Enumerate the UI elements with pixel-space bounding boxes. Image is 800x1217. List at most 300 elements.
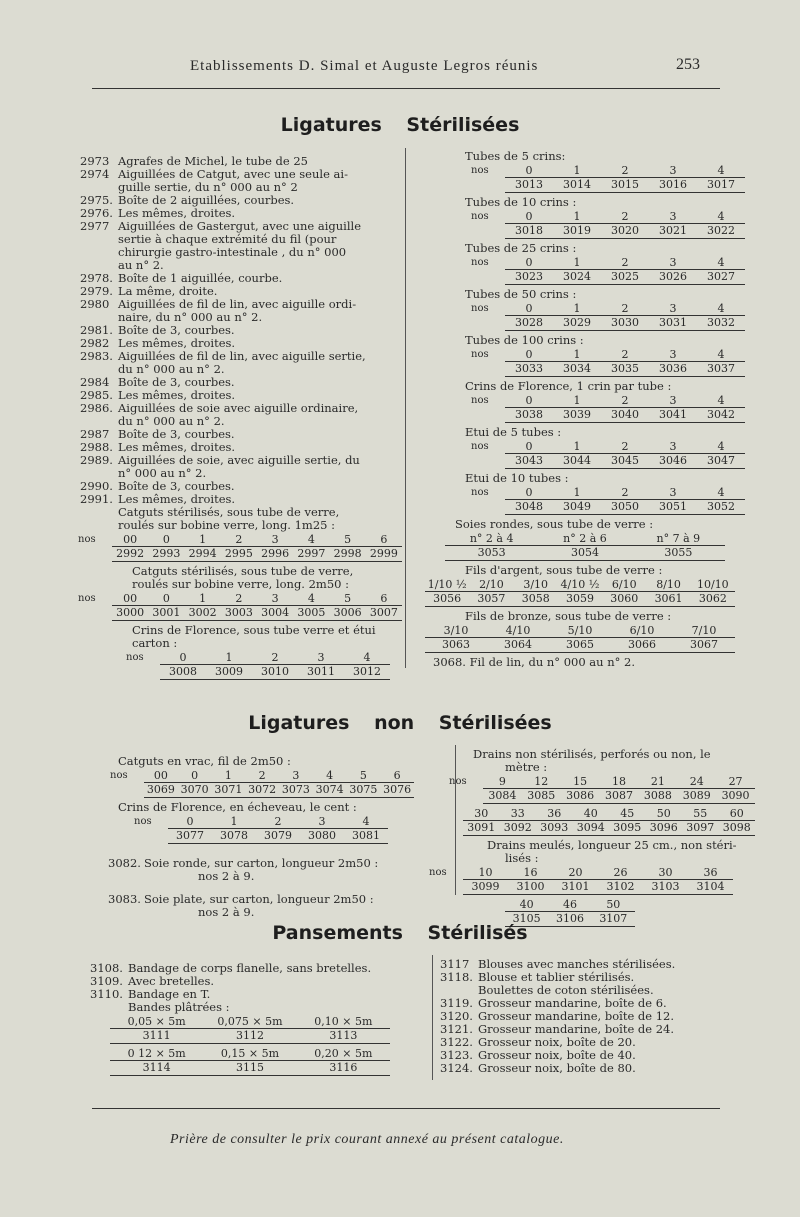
table-header-cell: 1 (225, 651, 233, 664)
item-number: 2979. (80, 284, 113, 298)
item-text: chirurgie gastro-intestinale , du n° 000 (118, 245, 347, 259)
text-line (425, 288, 745, 301)
table-cell: 3077 (176, 829, 204, 842)
number-table (108, 815, 448, 844)
table-header-cell: 4 (326, 769, 334, 782)
table-header-row (425, 624, 735, 638)
table-cell: 3094 (576, 821, 605, 834)
table-cell: 3045 (611, 454, 639, 467)
item-text: Les mêmes, droites. (118, 206, 236, 220)
table-cell: 2992 (116, 547, 145, 560)
item-text: Les mêmes, droites. (118, 440, 236, 454)
item-number: 2987 (80, 427, 110, 441)
table-cell: 3084 (488, 789, 517, 802)
table-header-cell: 3 (317, 651, 325, 664)
number-table (90, 1015, 420, 1044)
table-header-cell: 4 (717, 210, 725, 223)
table-cell: 3026 (659, 270, 687, 283)
item-text: Agrafes de Michel, le tube de 25 (118, 154, 309, 168)
table-header-row (483, 775, 755, 789)
table-header-cell: 2 (621, 394, 629, 407)
table-header-cell: 3/10 (443, 624, 469, 637)
table-row-label: nos (471, 257, 489, 268)
column-divider (405, 148, 406, 668)
table-cell: 3101 (561, 880, 590, 893)
text-content: Soies rondes, sous tube de verre : (455, 517, 654, 531)
table-header-cell: 30 (658, 866, 673, 879)
text-line (425, 196, 745, 209)
item-number: 3117 (440, 957, 470, 971)
item-number: 3110. (90, 987, 123, 1001)
text-content: nos 2 à 9. (198, 869, 255, 883)
item-text: Aiguillées de fil de lin, avec aiguille ordi- (118, 297, 357, 311)
table-header-cell: 6 (393, 769, 401, 782)
table-cell: 3081 (352, 829, 380, 842)
table-cell: 3105 (512, 912, 541, 925)
table-row (112, 547, 402, 562)
table-row-label: nos (471, 349, 489, 360)
table-header-cell: 1 (573, 302, 581, 315)
item-text: Boîte de 3, courbes. (118, 427, 235, 441)
table-cell: 3106 (555, 912, 584, 925)
table-cell: 3001 (152, 606, 181, 619)
text-line (455, 852, 755, 865)
item-text: Grosseur noix, boîte de 40. (478, 1048, 636, 1062)
item-text: Grosseur mandarine, boîte de 12. (478, 1009, 675, 1023)
table-cell: 3087 (604, 789, 633, 802)
table-header-cell: 00 (123, 592, 138, 605)
table-header-cell: 1 (573, 164, 581, 177)
table-header-row (505, 164, 745, 178)
table-cell: 3085 (527, 789, 556, 802)
item-number: 2990. (80, 479, 113, 493)
item-text: sertie à chaque extrémité du fil (pour (118, 232, 337, 246)
text-content: Tubes de 5 crins: (465, 149, 566, 163)
table-header-cell: 6 (380, 533, 388, 546)
table-header-cell: 0 (186, 815, 194, 828)
table-header-cell: 5 (344, 533, 352, 546)
table-cell: 3059 (565, 592, 594, 605)
table-header-cell: 16 (523, 866, 538, 879)
ligatures-sterilisees-left-column (80, 155, 400, 683)
table-row-label: nos (471, 441, 489, 452)
table-cell: 3113 (329, 1029, 358, 1042)
table-cell: 3060 (610, 592, 639, 605)
table-cell: 3056 (433, 592, 462, 605)
table-cell: 3064 (504, 638, 532, 651)
table-cell: 3023 (515, 270, 543, 283)
item-number: 2986. (80, 401, 113, 415)
text-line (425, 334, 745, 347)
table-row-label: nos (126, 652, 144, 663)
table-cell: 3037 (707, 362, 735, 375)
table-header-cell: 9 (498, 775, 506, 788)
table-cell: 3003 (224, 606, 253, 619)
item-text: Aiguillées de Gastergut, avec une aiguille (118, 219, 362, 233)
table-header-cell: 0,075 × 5m (217, 1015, 283, 1028)
table-header-cell: 1 (573, 486, 581, 499)
ligatures-non-sterilisees-left-column (108, 755, 448, 919)
number-table (425, 440, 745, 469)
table-cell: 3089 (682, 789, 711, 802)
item-text: Blouse et tablier stérilisés. (478, 970, 635, 984)
number-table (455, 807, 755, 836)
table-header-row (463, 866, 733, 880)
table-header-row (505, 348, 745, 362)
table-header-cell: 8/10 (656, 578, 681, 591)
item-number: 2973 (80, 154, 110, 168)
table-cell: 3086 (566, 789, 595, 802)
text-content: lisés : (505, 851, 539, 865)
table-cell: 3010 (261, 665, 289, 678)
text-content: Tubes de 25 crins : (465, 241, 577, 255)
table-header-cell: 6 (380, 592, 388, 605)
table-cell: 3104 (696, 880, 725, 893)
table-cell: 3040 (611, 408, 639, 421)
item-text: Boîte de 3, courbes. (118, 323, 235, 337)
table-header-row (160, 651, 390, 665)
table-row-label: nos (110, 770, 128, 781)
table-cell: 3092 (503, 821, 532, 834)
table-cell: 3021 (659, 224, 687, 237)
page-number: 253 (676, 56, 700, 73)
table-cell: 3004 (261, 606, 290, 619)
table-cell: 3111 (142, 1029, 171, 1042)
table-header-cell: 0 (525, 256, 533, 269)
table-header-cell: 0 (191, 769, 199, 782)
table-cell: 3024 (563, 270, 591, 283)
text-content: Etui de 5 tubes : (465, 425, 562, 439)
table-cell: 3080 (308, 829, 336, 842)
text-content: Tubes de 50 crins : (465, 287, 577, 301)
item-text: Les mêmes, droites. (118, 336, 236, 350)
table-header-cell: 0 (525, 440, 533, 453)
table-cell: 3039 (563, 408, 591, 421)
table-row (110, 1029, 390, 1044)
table-header-cell: 2 (621, 348, 629, 361)
item-number: 3119. (440, 996, 473, 1010)
table-row (168, 829, 388, 844)
table-row (505, 270, 745, 285)
table-header-cell: 3 (669, 256, 677, 269)
item-text: du n° 000 au n° 2. (118, 414, 225, 428)
text-line (108, 755, 448, 768)
table-cell: 3066 (628, 638, 656, 651)
table-header-cell: 4 (307, 592, 315, 605)
table-header-cell: n° 2 à 6 (563, 532, 607, 545)
item-text: Grosseur noix, boîte de 80. (478, 1061, 636, 1075)
table-header-cell: 0 (179, 651, 187, 664)
table-header-cell: 3 (318, 815, 326, 828)
table-header-cell: 1 (199, 592, 207, 605)
table-cell: 3062 (698, 592, 727, 605)
table-header-cell: 6/10 (611, 578, 637, 591)
table-header-cell: 3 (292, 769, 300, 782)
text-content: Catguts stérilisés, sous tube de verre, (132, 564, 354, 578)
table-row (505, 500, 745, 515)
table-header-cell: 40 (519, 898, 534, 911)
text-line (425, 380, 745, 393)
table-cell: 3076 (383, 783, 412, 796)
item-text: Avec bretelles. (128, 974, 215, 988)
pansements-right-column (440, 958, 760, 1075)
number-table (80, 592, 400, 621)
table-header-cell: 21 (650, 775, 665, 788)
table-cell: 3115 (235, 1061, 264, 1074)
text-line (425, 150, 745, 163)
table-cell: 3067 (690, 638, 718, 651)
table-header-cell: 0 (525, 302, 533, 315)
item-text: La même, droite. (118, 284, 218, 298)
item-text: Boîte de 3, courbes. (118, 479, 235, 493)
table-cell: 3005 (297, 606, 326, 619)
text-content: Tubes de 10 crins : (465, 195, 577, 209)
table-header-cell: 0 (162, 592, 170, 605)
item-text: Blouses avec manches stérilisées. (478, 957, 676, 971)
table-cell: 3058 (521, 592, 550, 605)
table-row-label: nos (471, 211, 489, 222)
table-cell: 3002 (188, 606, 217, 619)
list-item (108, 857, 448, 870)
table-header-cell: 30 (474, 807, 489, 820)
table-header-cell: 1 (573, 256, 581, 269)
item-text: Soie plate, sur carton, longueur 2m50 : (144, 892, 374, 906)
table-cell: 3006 (333, 606, 362, 619)
item-text: du n° 000 au n° 2. (118, 362, 225, 376)
table-cell: 2995 (224, 547, 253, 560)
table-cell: 3032 (707, 316, 735, 329)
table-cell: 3049 (563, 500, 591, 513)
text-line (425, 472, 745, 485)
table-cell: 2998 (333, 547, 362, 560)
item-number: 3120. (440, 1009, 473, 1023)
table-header-cell: 00 (153, 769, 168, 782)
item-number: 2981. (80, 323, 113, 337)
table-cell: 3044 (563, 454, 591, 467)
table-header-row (112, 592, 402, 606)
table-cell: 3034 (563, 362, 591, 375)
section-title-pansements-sterilises: Pansements Stérilisés (272, 922, 528, 944)
number-table (425, 394, 745, 423)
number-table (80, 651, 400, 680)
text-line (108, 906, 448, 919)
table-row (505, 316, 745, 331)
table-cell: 3047 (707, 454, 735, 467)
table-header-row (505, 440, 745, 454)
item-text: guille sertie, du n° 000 au n° 2 (118, 180, 298, 194)
table-header-cell: 4 (717, 348, 725, 361)
footer-note: Prière de consulter le prix courant annexé au présent catalogue. (170, 1132, 564, 1147)
table-cell: 3031 (659, 316, 687, 329)
item-number: 3083. (108, 892, 141, 906)
table-cell: 3102 (606, 880, 635, 893)
item-number: 3123. (440, 1048, 473, 1062)
section-title-ligatures-sterilisees: Ligatures Stérilisées (280, 114, 520, 136)
table-header-cell: 1 (573, 210, 581, 223)
text-content: 3068. Fil de lin, du n° 000 au n° 2. (433, 655, 636, 669)
table-cell: 3079 (264, 829, 292, 842)
number-table (425, 210, 745, 239)
table-header-cell: 1 (573, 440, 581, 453)
table-header-row (445, 532, 725, 546)
table-cell: 3078 (220, 829, 248, 842)
table-row (505, 362, 745, 377)
table-header-cell: 12 (534, 775, 549, 788)
table-cell: 3018 (515, 224, 543, 237)
item-text: Aiguillées de Catgut, avec une seule ai- (118, 167, 348, 181)
number-table (425, 624, 745, 653)
table-cell: 3043 (515, 454, 543, 467)
table-header-cell: 3 (669, 394, 677, 407)
table-header-cell: 45 (620, 807, 635, 820)
item-number: 2984 (80, 375, 110, 389)
table-header-cell: 2 (271, 651, 279, 664)
table-cell: 3061 (654, 592, 683, 605)
table-cell: 3025 (611, 270, 639, 283)
table-header-cell: 18 (611, 775, 626, 788)
table-cell: 3000 (116, 606, 145, 619)
table-cell: 3020 (611, 224, 639, 237)
item-text: Grosseur mandarine, boîte de 6. (478, 996, 667, 1010)
table-header-cell: 4 (717, 302, 725, 315)
table-row (505, 224, 745, 239)
table-cell: 3075 (349, 783, 378, 796)
table-cell: 3038 (515, 408, 543, 421)
table-header-row (168, 815, 388, 829)
item-number: 2988. (80, 440, 113, 454)
item-number: 3121. (440, 1022, 473, 1036)
table-header-cell: 36 (703, 866, 718, 879)
table-cell: 3029 (563, 316, 591, 329)
table-cell: 3055 (664, 546, 693, 559)
item-number: 3122. (440, 1035, 473, 1049)
table-cell: 3091 (467, 821, 496, 834)
table-header-row (110, 1015, 390, 1029)
item-text: Boulettes de coton stérilisées. (478, 983, 654, 997)
text-line (80, 637, 400, 650)
table-header-cell: 7/10 (691, 624, 717, 637)
table-header-cell: 0,20 × 5m (314, 1047, 373, 1060)
item-number: 3082. (108, 856, 141, 870)
table-row (425, 592, 735, 607)
table-cell: 3008 (169, 665, 197, 678)
text-content: Bandes plâtrées : (128, 1000, 230, 1014)
ligatures-non-sterilisees-right-column (429, 747, 755, 930)
table-header-row (505, 394, 745, 408)
text-line (455, 839, 755, 852)
number-table (425, 532, 745, 561)
text-line (80, 578, 400, 591)
table-header-cell: 20 (568, 866, 583, 879)
table-cell: 3107 (599, 912, 628, 925)
item-text: Catguts stérilisés, sous tube de verre, (118, 505, 340, 519)
table-cell: 3016 (659, 178, 687, 191)
table-cell: 3099 (471, 880, 500, 893)
table-cell: 3103 (651, 880, 680, 893)
table-cell: 3090 (721, 789, 750, 802)
table-cell: 3097 (686, 821, 715, 834)
table-header-cell: 5/10 (567, 624, 593, 637)
number-table (425, 486, 745, 515)
table-header-row (505, 256, 745, 270)
table-cell: 2993 (152, 547, 181, 560)
table-row (505, 408, 745, 423)
table-row (463, 821, 755, 836)
table-cell: 3041 (659, 408, 687, 421)
table-header-cell: 4 (717, 164, 725, 177)
table-cell: 3100 (516, 880, 545, 893)
item-number: 2991. (80, 492, 113, 506)
table-header-cell: 27 (728, 775, 743, 788)
text-line (455, 748, 755, 761)
table-cell: 3116 (329, 1061, 358, 1074)
table-header-cell: 4 (307, 533, 315, 546)
table-row (483, 789, 755, 804)
table-header-cell: 0,15 × 5m (220, 1047, 280, 1060)
number-table (425, 302, 745, 331)
number-table (80, 533, 400, 562)
table-header-cell: 0 12 × 5m (127, 1047, 186, 1060)
table-header-cell: 10 (478, 866, 493, 879)
table-header-cell: 1 (199, 533, 207, 546)
table-cell: 3019 (563, 224, 591, 237)
table-header-cell: 5 (344, 592, 352, 605)
list-item (440, 1062, 760, 1075)
table-cell: 3013 (515, 178, 543, 191)
item-number: 3108. (90, 961, 123, 975)
item-text: Les mêmes, droites. (118, 388, 236, 402)
text-line (455, 761, 755, 774)
item-number: 2976. (80, 206, 113, 220)
table-row-label: nos (78, 593, 96, 604)
table-header-row (505, 486, 745, 500)
table-cell: 3014 (563, 178, 591, 191)
table-row (445, 546, 725, 561)
table-cell: 3050 (611, 500, 639, 513)
table-cell: 3033 (515, 362, 543, 375)
table-row-label: nos (78, 534, 96, 545)
table-header-cell: 2 (621, 486, 629, 499)
item-number: 2974 (80, 167, 110, 181)
table-cell: 3093 (540, 821, 569, 834)
table-header-cell: 40 (583, 807, 598, 820)
table-row (110, 1061, 390, 1076)
item-number: 2978. (80, 271, 113, 285)
table-cell: 3112 (235, 1029, 264, 1042)
table-header-cell: 15 (573, 775, 588, 788)
text-line (108, 801, 448, 814)
table-header-row (505, 210, 745, 224)
number-table (425, 348, 745, 377)
table-header-cell: 50 (606, 898, 621, 911)
pansements-left-column (90, 962, 420, 1079)
table-header-cell: 4 (717, 394, 725, 407)
item-text: naire, du n° 000 au n° 2. (118, 310, 263, 324)
table-header-cell: 3 (669, 440, 677, 453)
text-content: Fils de bronze, sous tube de verre : (465, 609, 672, 623)
table-row (505, 454, 745, 469)
table-header-cell: 3 (271, 533, 279, 546)
table-header-cell: 0 (525, 394, 533, 407)
item-number: 2975. (80, 193, 113, 207)
table-header-cell: 3 (669, 302, 677, 315)
item-text: Bandage de corps flanelle, sans bretelles. (128, 961, 372, 975)
table-cell: 3074 (315, 783, 344, 796)
text-line (425, 656, 745, 669)
table-header-cell: 2 (235, 533, 243, 546)
table-header-row (110, 1047, 390, 1061)
table-cell: 3098 (722, 821, 751, 834)
